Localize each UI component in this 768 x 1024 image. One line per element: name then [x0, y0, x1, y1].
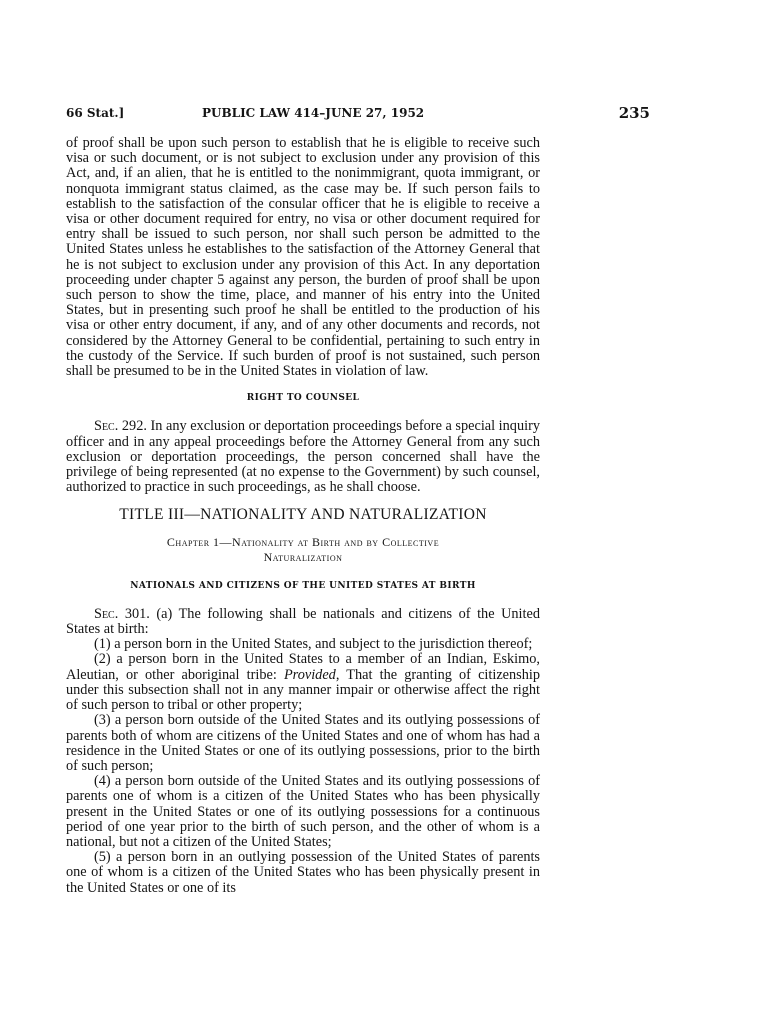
list-item-5: (5) a person born in an outlying possession of the United States of parents one of whom is a citizen of the United States who has been physically present in the United States or one of its [66, 849, 540, 896]
public-law-title: PUBLIC LAW 414–JUNE 27, 1952 [202, 106, 425, 120]
list-item-2-text-a: (2) a person born in the United States to a member of an Indian, Eskimo, Aleutian, or other aboriginal tribe: [66, 651, 540, 683]
chapter-heading-line-2: Naturalization [263, 549, 343, 564]
running-header [66, 100, 650, 122]
statute-reference: 66 Stat.] [66, 106, 125, 120]
list-item-3: (3) a person born outside of the United States and its outlying possessions of parents both of whom are citizens of the United States and one of whom has had a residence in the United States or one of its outlying possessions, prior to the birth of such person; [66, 712, 540, 774]
document-body [66, 136, 540, 896]
title-heading: TITLE III—NATIONALITY AND NATURALIZATION [119, 506, 487, 524]
list-item-4: (4) a person born outside of the United States and its outlying possessions of parents one of whom is a citizen of the United States who has been physically present in the United States or one of its outlying possessions for a continuous period of one year prior to the birth of such person, and the other of whom is a national, but not a citizen of the United States; [66, 773, 540, 850]
chapter-heading [66, 535, 540, 565]
section-heading-nationals: NATIONALS AND CITIZENS OF THE UNITED STATES AT BIRTH [130, 580, 476, 591]
provided-proviso: Provided [283, 666, 336, 683]
paragraph-sec-301 [66, 607, 540, 637]
document-page [66, 100, 650, 896]
section-text: 301. (a) The following shall be nationals and citizens of the United States at birth: [66, 605, 540, 638]
list-item-2 [66, 652, 540, 713]
paragraph-burden-of-proof: of proof shall be upon such person to establish that he is eligible to receive such visa or such document, or is not subject to exclusion under any provision of this Act, and, if an alien, that he is entitled to the nonimmigrant, quota immigrant, or nonquota immigrant status claimed, as the case may be. If such person fails to establish to the satisfaction of the consular officer that he is eligible to receive a visa or other document required for entry, no visa or other document required for entry shall be issued to such person, nor shall such person be admitted to the United States unless he establishes to the satisfaction of the Attorney General that he is not subject to exclusion under any provision of this Act. In any deportation proceeding under chapter 5 against any person, the burden of proof shall be upon such person to show the time, place, and manner of his entry into the United States, but in presenting such proof he shall be entitled to the production of his visa or other entry document, if any, and of any other documents and records, not considered by the Attorney General to be confidential, pertaining to such entry in the custody of the Service. If such burden of proof is not sustained, such person shall be presumed to be in the United States in violation of law. [66, 135, 540, 380]
chapter-heading-line-1: Chapter 1—Nationality at Birth and by Collective [166, 534, 440, 549]
section-label: Sec. [94, 418, 119, 435]
section-heading-right-to-counsel: RIGHT TO COUNSEL [246, 393, 360, 404]
list-item-1: (1) a person born in the United States, and subject to the jurisdiction thereof; [94, 636, 533, 653]
section-label: Sec. [94, 605, 119, 622]
section-text: 292. In any exclusion or deportation proceedings before a special inquiry officer and in any appeal proceedings before the Attorney General from any such exclusion or deportation proceedings, the person concerned shall have the privilege of being represented (at no expense to the Government) by such counsel, authorized to practice in such proceedings, as he shall choose. [66, 418, 540, 496]
list-item-2-text-b: , That the granting of citizenship under this subsection shall not in any manner impair or otherwise affect the right of such person to tribal or other property; [66, 666, 540, 714]
page-number: 235 [618, 104, 650, 122]
paragraph-sec-292 [66, 419, 540, 495]
